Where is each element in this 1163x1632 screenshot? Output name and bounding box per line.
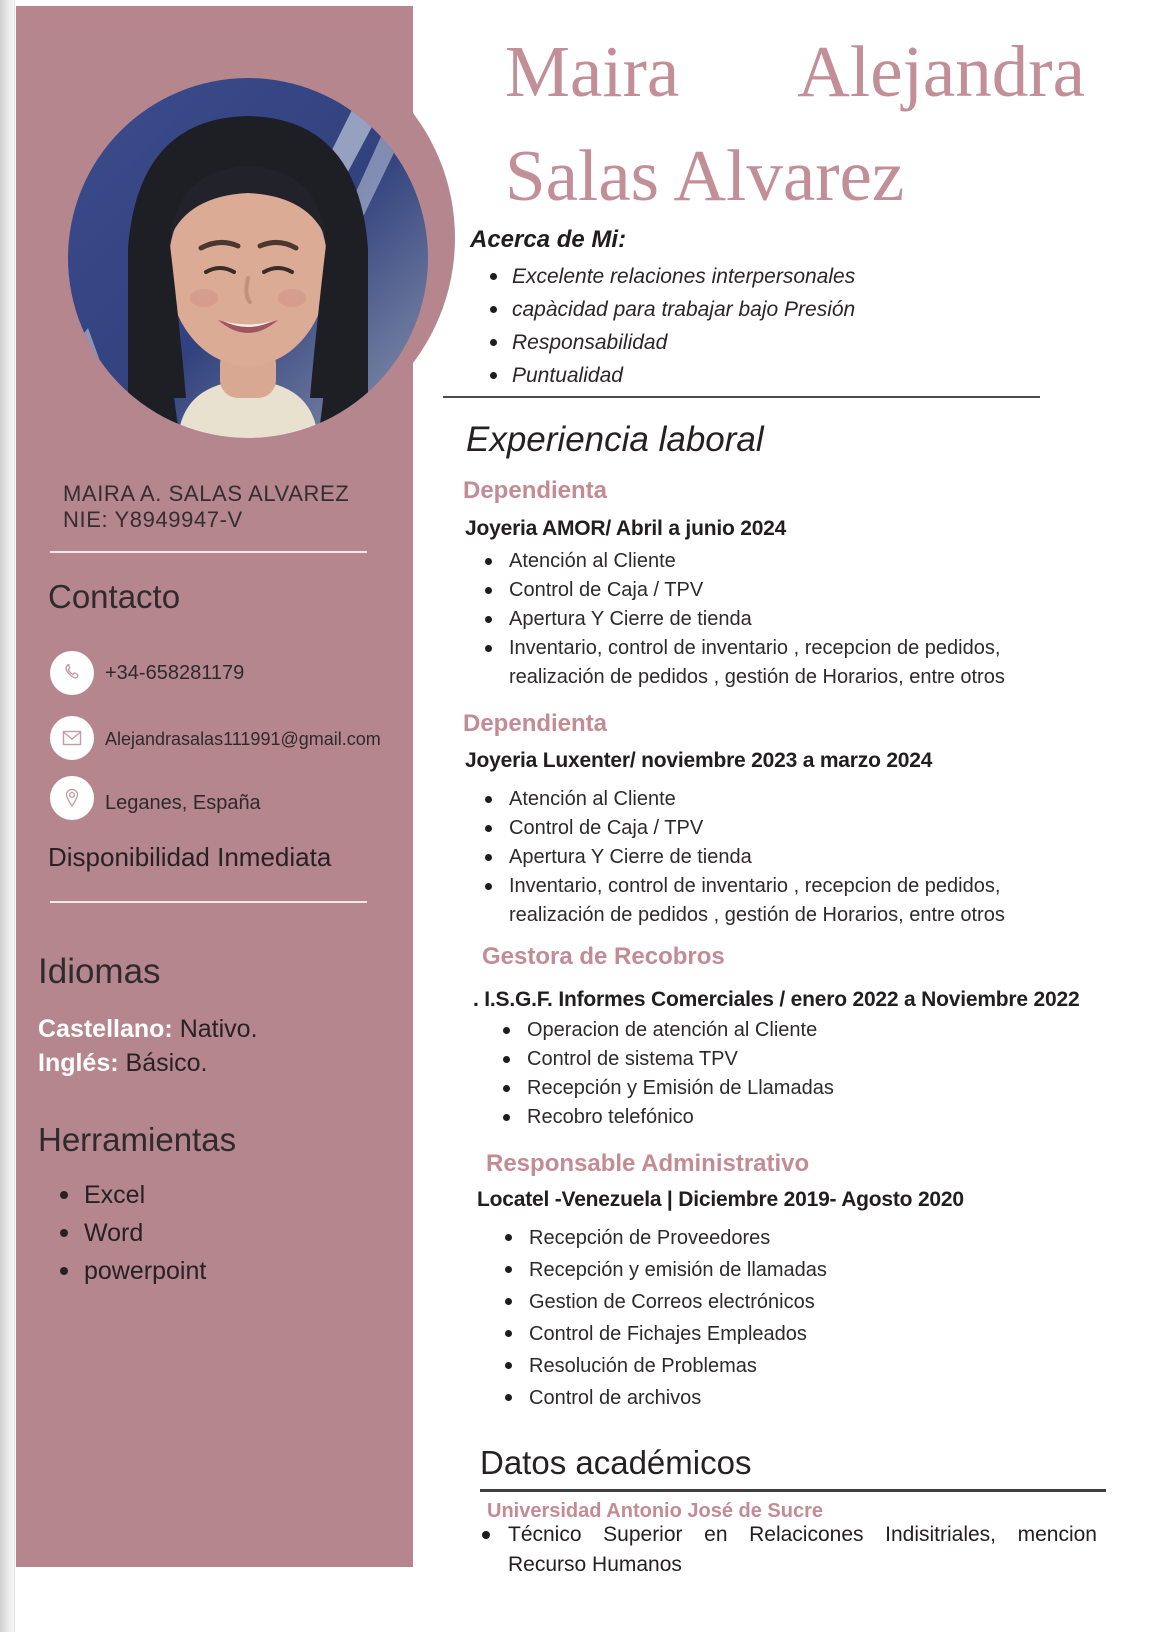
job-role: Dependienta xyxy=(463,477,608,504)
language-ingles xyxy=(38,1049,208,1078)
job-company: Joyeria AMOR/ Abril a junio 2024 xyxy=(465,517,787,540)
about-heading: Acerca de Mi: xyxy=(470,226,627,253)
job-bullet-list xyxy=(459,547,1099,692)
location-icon-circle xyxy=(50,776,94,820)
job-bullet: Resolución de Problemas xyxy=(479,1350,1119,1382)
about-item: Excelente relaciones interpersonales xyxy=(470,260,855,293)
title-line-1 xyxy=(505,20,1085,124)
job-bullet: Gestion de Correos electrónicos xyxy=(479,1286,1119,1318)
academics-heading: Datos académicos xyxy=(480,1444,752,1481)
job-company: . I.S.G.F. Informes Comerciales / enero 2022 a Noviembre 2022 xyxy=(473,988,1080,1011)
sidebar-name-block xyxy=(63,481,349,533)
location-value: Leganes, España xyxy=(105,792,261,814)
about-list xyxy=(470,260,855,392)
job-bullet: Control de Caja / TPV xyxy=(459,814,1099,843)
job-bullet: Control de sistema TPV xyxy=(477,1045,1117,1074)
about-item: Puntualidad xyxy=(470,359,855,392)
location-icon xyxy=(60,786,84,810)
academics-institution: Universidad Antonio José de Sucre xyxy=(487,1500,824,1522)
tool-item: Word xyxy=(40,1214,206,1252)
job-company: Joyeria Luxenter/ noviembre 2023 a marzo 2024 xyxy=(465,749,933,772)
sidebar-divider xyxy=(50,901,367,903)
profile-photo xyxy=(68,78,428,438)
academics-divider xyxy=(480,1489,1106,1492)
job-bullet: Inventario, control de inventario , recepcion de pedidos, realización de pedidos , gestión de Horarios, entre otros xyxy=(459,872,1099,930)
job-bullet: Atención al Cliente xyxy=(459,547,1099,576)
languages-heading: Idiomas xyxy=(38,952,161,991)
job-bullet: Recepción y Emisión de Llamadas xyxy=(477,1074,1117,1103)
tools-heading: Herramientas xyxy=(38,1121,237,1158)
job-bullet-list xyxy=(479,1222,1119,1414)
phone-icon xyxy=(60,661,84,685)
sidebar-name: MAIRA A. SALAS ALVAREZ xyxy=(63,481,350,506)
job-bullet: Atención al Cliente xyxy=(459,785,1099,814)
job-role: Dependienta xyxy=(463,710,608,737)
email-icon-circle xyxy=(50,716,94,760)
email-icon xyxy=(60,726,84,750)
job-bullet: Recobro telefónico xyxy=(477,1103,1117,1132)
sidebar-nie: NIE: Y8949947-V xyxy=(63,507,243,532)
tool-item: powerpoint xyxy=(40,1252,206,1290)
phone-icon-circle xyxy=(50,651,94,695)
page-title xyxy=(505,20,1085,228)
academics-list xyxy=(480,1520,1097,1580)
contact-heading: Contacto xyxy=(48,578,181,615)
job-bullet: Control de Fichajes Empleados xyxy=(479,1318,1119,1350)
language-label: Castellano: xyxy=(38,1015,173,1043)
job-bullet: Control de Caja / TPV xyxy=(459,576,1099,605)
job-bullet: Recepción de Proveedores xyxy=(479,1222,1119,1254)
about-item: capàcidad para trabajar bajo Presión xyxy=(470,293,855,326)
language-value: Nativo. xyxy=(172,1015,258,1043)
job-bullet: Control de archivos xyxy=(479,1382,1119,1414)
about-divider xyxy=(443,396,1040,398)
availability-text: Disponibilidad Inmediata xyxy=(48,842,332,872)
academics-item: Técnico Superior en Relacicones Indisitriales, mencion Recurso Humanos xyxy=(480,1520,1097,1580)
phone-value: +34-658281179 xyxy=(105,662,245,684)
sidebar-divider xyxy=(50,551,367,553)
experience-heading: Experiencia laboral xyxy=(466,420,764,459)
job-company: Locatel -Venezuela | Diciembre 2019- Agosto 2020 xyxy=(477,1188,964,1211)
language-label: Inglés: xyxy=(38,1049,119,1077)
job-bullet-list xyxy=(459,785,1099,930)
job-bullet-list xyxy=(477,1016,1117,1132)
title-line-2: Salas Alvarez xyxy=(505,135,905,216)
job-bullet: Apertura Y Cierre de tienda xyxy=(459,843,1099,872)
language-value: Básico. xyxy=(118,1049,208,1077)
title-first-name: Maira xyxy=(505,31,680,112)
tools-list xyxy=(40,1176,206,1290)
job-role: Responsable Administrativo xyxy=(486,1150,810,1177)
language-castellano xyxy=(38,1015,258,1044)
job-bullet: Apertura Y Cierre de tienda xyxy=(459,605,1099,634)
tool-item: Excel xyxy=(40,1176,206,1214)
email-value: Alejandrasalas111991@gmail.com xyxy=(105,729,381,749)
title-middle-name: Alejandra xyxy=(797,31,1085,112)
page-edge-strip xyxy=(0,0,15,1632)
job-bullet: Inventario, control de inventario , recepcion de pedidos, realización de pedidos , gestión de Horarios, entre otros xyxy=(459,634,1099,692)
job-bullet: Operacion de atención al Cliente xyxy=(477,1016,1117,1045)
about-item: Responsabilidad xyxy=(470,326,855,359)
job-bullet: Recepción y emisión de llamadas xyxy=(479,1254,1119,1286)
profile-photo-illustration xyxy=(68,78,428,438)
job-role: Gestora de Recobros xyxy=(482,943,725,970)
